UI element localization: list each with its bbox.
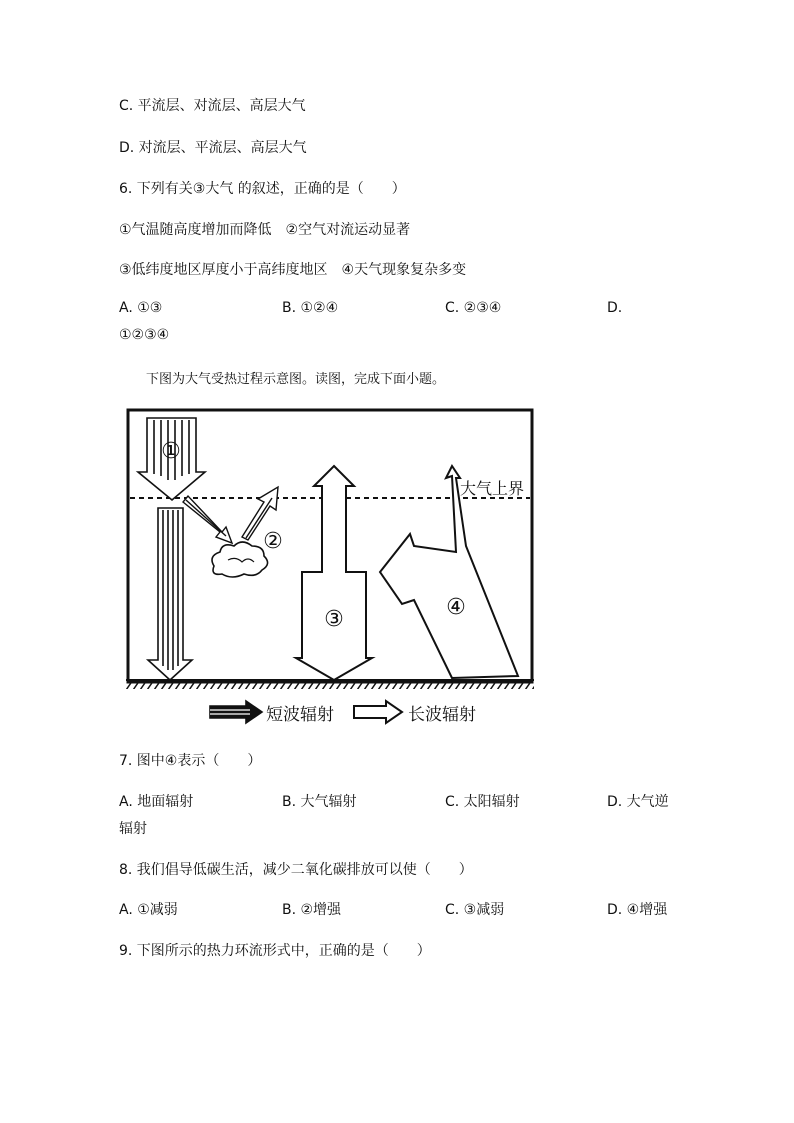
question-7-option-c: C. 太阳辐射 bbox=[445, 794, 520, 810]
question-8-stem: 8. 我们倡导低碳生活，减少二氧化碳排放可以使（ ） bbox=[119, 862, 473, 878]
question-8-option-d: D. ④增强 bbox=[607, 902, 668, 918]
option-c-prev: C. 平流层、对流层、高层大气 bbox=[119, 98, 306, 114]
question-7-option-b: B. 大气辐射 bbox=[282, 794, 357, 810]
question-6-option-b: B. ①②④ bbox=[282, 300, 339, 316]
question-6-option-d: D. bbox=[607, 300, 623, 316]
label-1: ① bbox=[161, 439, 181, 464]
legend-longwave-label: 长波辐射 bbox=[408, 705, 476, 725]
question-6-statements-2: ③低纬度地区厚度小于高纬度地区 ④天气现象复杂多变 bbox=[119, 262, 467, 278]
figure-intro: 下图为大气受热过程示意图。读图，完成下面小题。 bbox=[146, 372, 446, 387]
question-7-option-a: A. 地面辐射 bbox=[119, 794, 194, 810]
question-6-option-d-wrap: ①②③④ bbox=[119, 327, 170, 343]
arrow-3-longwave bbox=[296, 466, 372, 680]
legend-shortwave-label: 短波辐射 bbox=[266, 705, 334, 725]
label-3: ③ bbox=[324, 607, 344, 632]
question-6-option-c: C. ②③④ bbox=[445, 300, 502, 316]
question-6-option-a: A. ①③ bbox=[119, 300, 163, 316]
question-9-stem: 9. 下图所示的热力环流形式中，正确的是（ ） bbox=[119, 943, 431, 959]
option-d-prev: D. 对流层、平流层、高层大气 bbox=[119, 140, 307, 156]
label-atmosphere-top: 大气上界 bbox=[460, 479, 525, 498]
arrow-1-to-ground bbox=[148, 508, 192, 680]
question-6-statements-1: ①气温随高度增加而降低 ②空气对流运动显著 bbox=[119, 222, 411, 238]
question-8-option-b: B. ②增强 bbox=[282, 902, 342, 918]
question-7-option-d-wrap: 辐射 bbox=[119, 821, 147, 837]
label-4: ④ bbox=[446, 595, 466, 620]
legend-shortwave-arrow bbox=[210, 701, 262, 723]
question-8-option-c: C. ③减弱 bbox=[445, 902, 505, 918]
question-7-stem: 7. 图中④表示（ ） bbox=[119, 753, 262, 769]
legend-longwave-arrow bbox=[354, 701, 402, 723]
arrow-to-cloud bbox=[183, 496, 232, 543]
question-8-option-a: A. ①减弱 bbox=[119, 902, 178, 918]
question-7-option-d: D. 大气逆 bbox=[607, 794, 669, 810]
label-2: ② bbox=[263, 529, 283, 554]
question-6-stem: 6. 下列有关③大气 的叙述，正确的是（ ） bbox=[119, 181, 406, 197]
